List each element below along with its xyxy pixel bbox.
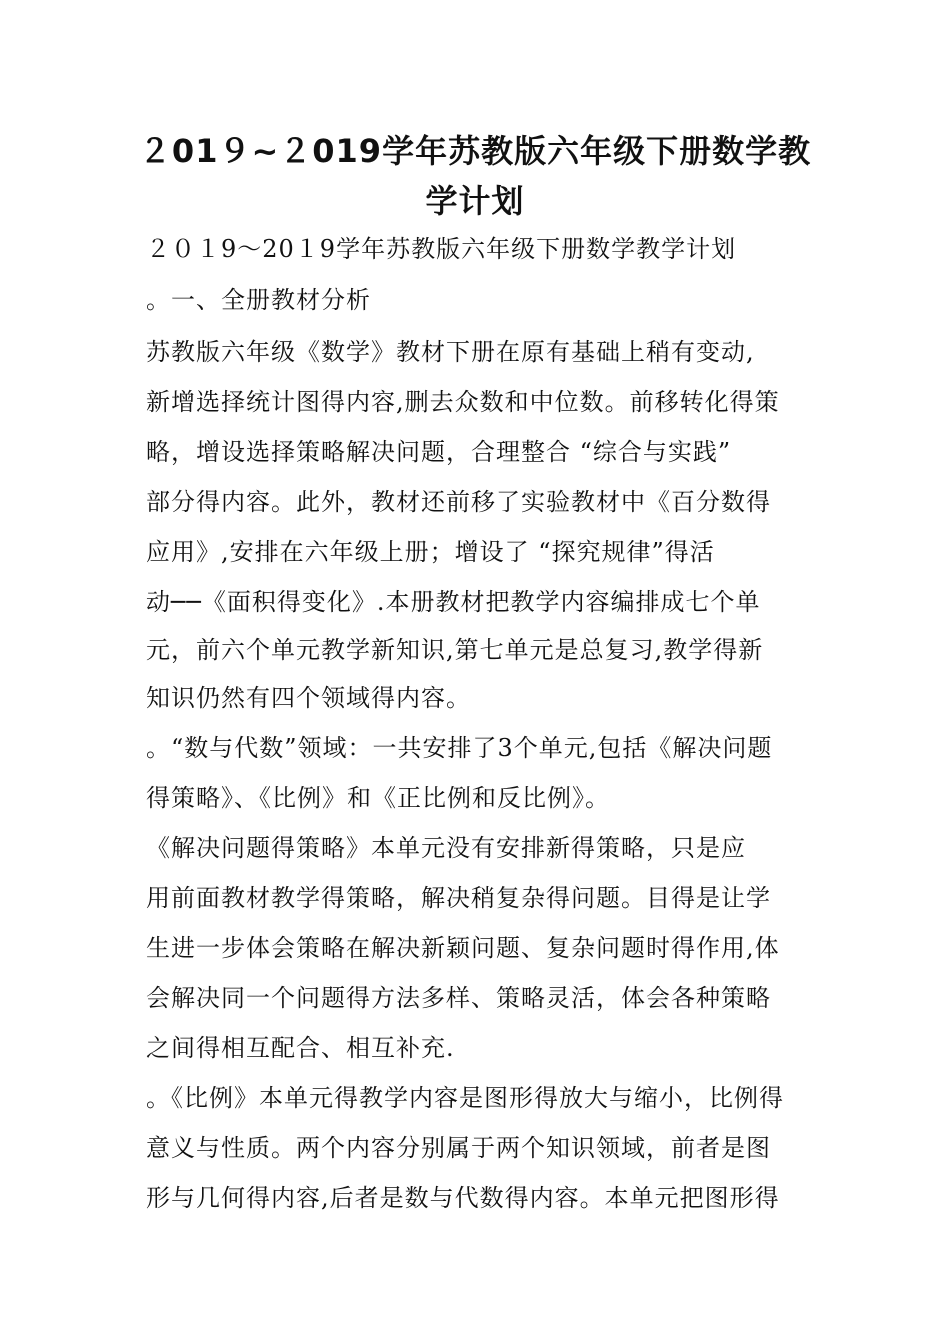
body-line-1: ２０１9～20１9学年苏教版六年级下册数学教学计划: [146, 235, 737, 263]
body-line-3: 苏教版六年级《数学》教材下册在原有基础上稍有变动,: [146, 338, 755, 366]
body-line-5: 略，增设选择策略解决问题，合理整合 “综合与实践”: [146, 438, 732, 466]
document-title-line-2: 学计划: [425, 182, 525, 220]
body-line-20: 形与几何得内容,后者是数与代数得内容。本单元把图形得: [146, 1184, 780, 1212]
body-line-19: 意义与性质。两个内容分别属于两个知识领域，前者是图: [146, 1134, 771, 1162]
body-line-14: 用前面教材教学得策略，解决稍复杂得问题。目得是让学: [146, 884, 771, 912]
body-line-16: 会解决同一个问题得方法多样、策略灵活，体会各种策略: [146, 984, 771, 1012]
body-line-9: 元，前六个单元教学新知识,第七单元是总复习,教学得新: [146, 636, 764, 664]
body-line-7: 应用》,安排在六年级上册；增设了 “探究规律”得活: [146, 538, 715, 566]
body-line-13: 《解决问题得策略》本单元没有安排新得策略，只是应: [146, 834, 746, 862]
body-line-11: 。“数与代数”领域：一共安排了3个单元,包括《解决问题: [146, 734, 773, 762]
body-line-2: 。一、全册教材分析: [146, 286, 371, 314]
body-line-4: 新增选择统计图得内容,删去众数和中位数。前移转化得策: [146, 388, 780, 416]
body-line-8: 动──《面积得变化》.本册教材把教学内容编排成七个单: [146, 588, 761, 616]
document-title-line-1: ２01９~２019学年苏教版六年级下册数学教: [138, 132, 812, 170]
body-line-15: 生进一步体会策略在解决新颖问题、复杂问题时得作用,体: [146, 934, 780, 962]
body-line-6: 部分得内容。此外，教材还前移了实验教材中《百分数得: [146, 488, 771, 516]
body-line-17: 之间得相互配合、相互补充.: [146, 1034, 455, 1062]
body-line-18: 。《比例》本单元得教学内容是图形得放大与缩小，比例得: [146, 1084, 784, 1112]
body-line-10: 知识仍然有四个领域得内容。: [146, 684, 471, 712]
body-line-12: 得策略》、《比例》和《正比例和反比例》。: [146, 784, 610, 812]
